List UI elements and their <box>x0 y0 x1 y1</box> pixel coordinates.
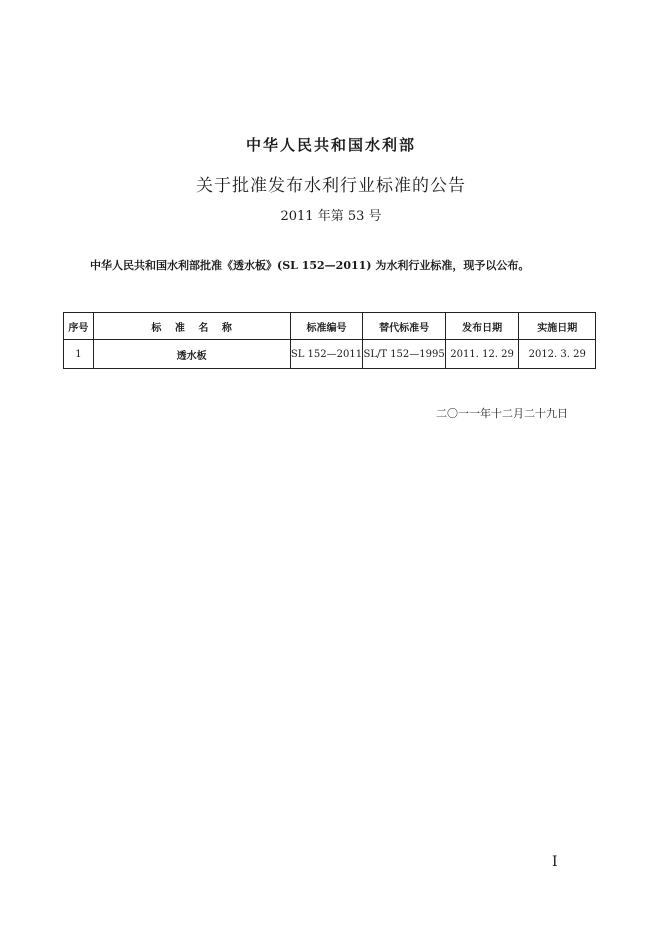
page-number: I <box>552 854 558 870</box>
announcement-body: 中华人民共和国水利部批准《透水板》(SL 152—2011) 为水利行业标准，现予以公布。 <box>90 259 530 272</box>
row-implement-date: 2012. 3. 29 <box>519 340 596 369</box>
header-name: 标 准 名 称 <box>93 313 290 340</box>
header-implement-date: 实施日期 <box>519 313 596 340</box>
header-code: 标准编号 <box>290 313 363 340</box>
table-row <box>64 340 596 369</box>
row-publish-date: 2011. 12. 29 <box>445 340 519 369</box>
ministry-heading: 中华人民共和国水利部 <box>245 136 416 154</box>
row-code: SL 152—2011 <box>290 340 363 369</box>
announcement-date: 二〇一一年十二月二十九日 <box>436 407 568 420</box>
announcement-title: 关于批准发布水利行业标准的公告 <box>196 176 466 196</box>
announcement-number: 2011 年第 53 号 <box>280 209 382 224</box>
header-publish-date: 发布日期 <box>445 313 519 340</box>
row-replaced: SL/T 152—1995 <box>363 340 445 369</box>
header-replaced: 替代标准号 <box>363 313 445 340</box>
table-header-row <box>64 313 596 340</box>
row-name: 透水板 <box>93 340 290 369</box>
standards-table <box>63 312 596 369</box>
row-seq: 1 <box>64 340 94 369</box>
header-seq: 序号 <box>64 313 94 340</box>
